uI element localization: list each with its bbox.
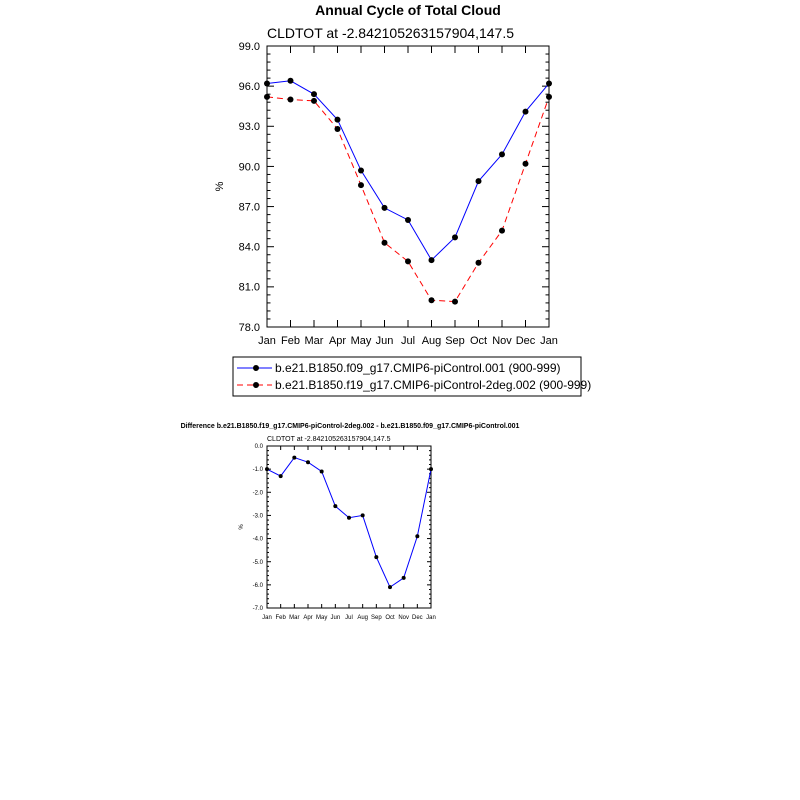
y-tick-label: 96.0 bbox=[238, 80, 260, 93]
data-point bbox=[333, 504, 337, 508]
legend-marker bbox=[253, 382, 259, 388]
x-tick-label: Sep bbox=[370, 615, 382, 621]
x-tick-label: Apr bbox=[328, 335, 347, 347]
data-point bbox=[264, 94, 270, 100]
data-point bbox=[476, 178, 482, 184]
y-tick-label: 0.0 bbox=[254, 444, 263, 451]
x-tick-label: Feb bbox=[281, 335, 300, 347]
x-tick-label: Nov bbox=[398, 615, 410, 621]
x-tick-label: Dec bbox=[411, 615, 423, 621]
y-tick-label: 84.0 bbox=[238, 241, 260, 254]
x-tick-label: Aug bbox=[357, 615, 369, 621]
data-point bbox=[361, 513, 365, 517]
data-point bbox=[311, 98, 317, 104]
x-tick-label: Oct bbox=[385, 615, 395, 621]
plot-frame bbox=[267, 46, 549, 327]
main-title: Annual Cycle of Total Cloud bbox=[315, 2, 501, 18]
y-tick-label: -4.0 bbox=[252, 536, 263, 543]
data-point bbox=[452, 234, 458, 240]
x-tick-label: Jan bbox=[426, 615, 436, 621]
data-point bbox=[335, 117, 341, 123]
x-tick-label: Feb bbox=[275, 615, 286, 621]
x-tick-label: Mar bbox=[289, 615, 300, 621]
y-tick-label: 81.0 bbox=[238, 281, 260, 294]
data-point bbox=[402, 576, 406, 580]
difference-title: Difference b.e21.B1850.f19_g17.CMIP6-piControl-2deg.002 - b.e21.B1850.f09_g17.CMIP6-piControl.001 bbox=[180, 423, 520, 430]
x-tick-label: Nov bbox=[492, 335, 512, 347]
data-point bbox=[320, 469, 324, 473]
data-point bbox=[265, 467, 269, 471]
y-axis-label: % bbox=[239, 524, 245, 530]
y-tick-label: 78.0 bbox=[238, 321, 260, 334]
data-point bbox=[347, 516, 351, 520]
data-point bbox=[288, 97, 294, 103]
legend-marker bbox=[253, 365, 259, 371]
data-point bbox=[546, 94, 552, 100]
x-tick-label: Jan bbox=[258, 335, 276, 347]
data-point bbox=[306, 460, 310, 464]
y-tick-label: 90.0 bbox=[238, 161, 260, 174]
data-point bbox=[429, 257, 435, 263]
x-tick-label: Sep bbox=[445, 335, 465, 347]
data-point bbox=[358, 167, 364, 173]
x-tick-label: Jun bbox=[375, 335, 394, 347]
data-point bbox=[499, 151, 505, 157]
y-axis-label: % bbox=[214, 181, 226, 192]
data-point bbox=[523, 161, 529, 167]
legend-label-1: b.e21.B1850.f09_g17.CMIP6-piControl.001 (900-999) bbox=[275, 361, 561, 375]
data-point bbox=[382, 240, 388, 246]
x-tick-label: Jan bbox=[540, 335, 558, 347]
legend bbox=[233, 357, 591, 396]
y-tick-label: -5.0 bbox=[252, 559, 263, 566]
data-point bbox=[429, 467, 433, 471]
plot-subtitle: CLDTOT at -2.842105263157904,147.5 bbox=[267, 436, 391, 443]
y-tick-label: -6.0 bbox=[252, 582, 263, 589]
legend-label-2: b.e21.B1850.f19_g17.CMIP6-piControl-2deg.002 (900-999) bbox=[275, 378, 592, 392]
x-tick-label: Dec bbox=[515, 335, 536, 347]
y-tick-label: 93.0 bbox=[238, 121, 260, 134]
y-tick-label: -1.0 bbox=[252, 467, 263, 474]
x-tick-label: May bbox=[315, 615, 328, 621]
data-point bbox=[335, 126, 341, 132]
y-tick-label: -2.0 bbox=[252, 490, 263, 497]
data-point bbox=[358, 182, 364, 188]
series-line-1 bbox=[267, 458, 431, 588]
plot-subtitle: CLDTOT at -2.842105263157904,147.5 bbox=[267, 25, 515, 41]
series-line-1 bbox=[267, 81, 549, 260]
data-point bbox=[523, 109, 529, 115]
data-point bbox=[288, 78, 294, 84]
data-point bbox=[264, 80, 270, 86]
data-point bbox=[279, 474, 283, 478]
x-tick-label: Aug bbox=[421, 335, 442, 347]
x-tick-label: May bbox=[350, 335, 372, 347]
x-tick-label: Oct bbox=[469, 335, 488, 347]
data-point bbox=[292, 456, 296, 460]
difference-plot bbox=[239, 436, 436, 621]
y-tick-label: 87.0 bbox=[238, 201, 260, 214]
annual-cycle-plot bbox=[214, 25, 558, 347]
data-point bbox=[382, 205, 388, 211]
x-tick-label: Jan bbox=[262, 615, 272, 621]
data-point bbox=[499, 228, 505, 234]
data-point bbox=[311, 91, 317, 97]
y-tick-label: -3.0 bbox=[252, 513, 263, 520]
x-tick-label: Apr bbox=[303, 615, 313, 621]
data-point bbox=[374, 555, 378, 559]
data-point bbox=[452, 299, 458, 305]
data-point bbox=[415, 534, 419, 538]
x-tick-label: Jul bbox=[345, 615, 353, 621]
x-tick-label: Jul bbox=[400, 335, 416, 347]
x-tick-label: Jun bbox=[330, 615, 341, 621]
series-line-2 bbox=[267, 97, 549, 302]
y-tick-label: 99.0 bbox=[238, 40, 260, 53]
data-point bbox=[476, 260, 482, 266]
data-point bbox=[405, 217, 411, 223]
data-point bbox=[405, 258, 411, 264]
x-tick-label: Mar bbox=[304, 335, 324, 347]
y-tick-label: -7.0 bbox=[252, 606, 263, 613]
data-point bbox=[546, 80, 552, 86]
plot-frame bbox=[267, 446, 431, 608]
data-point bbox=[388, 585, 392, 589]
data-point bbox=[429, 297, 435, 303]
